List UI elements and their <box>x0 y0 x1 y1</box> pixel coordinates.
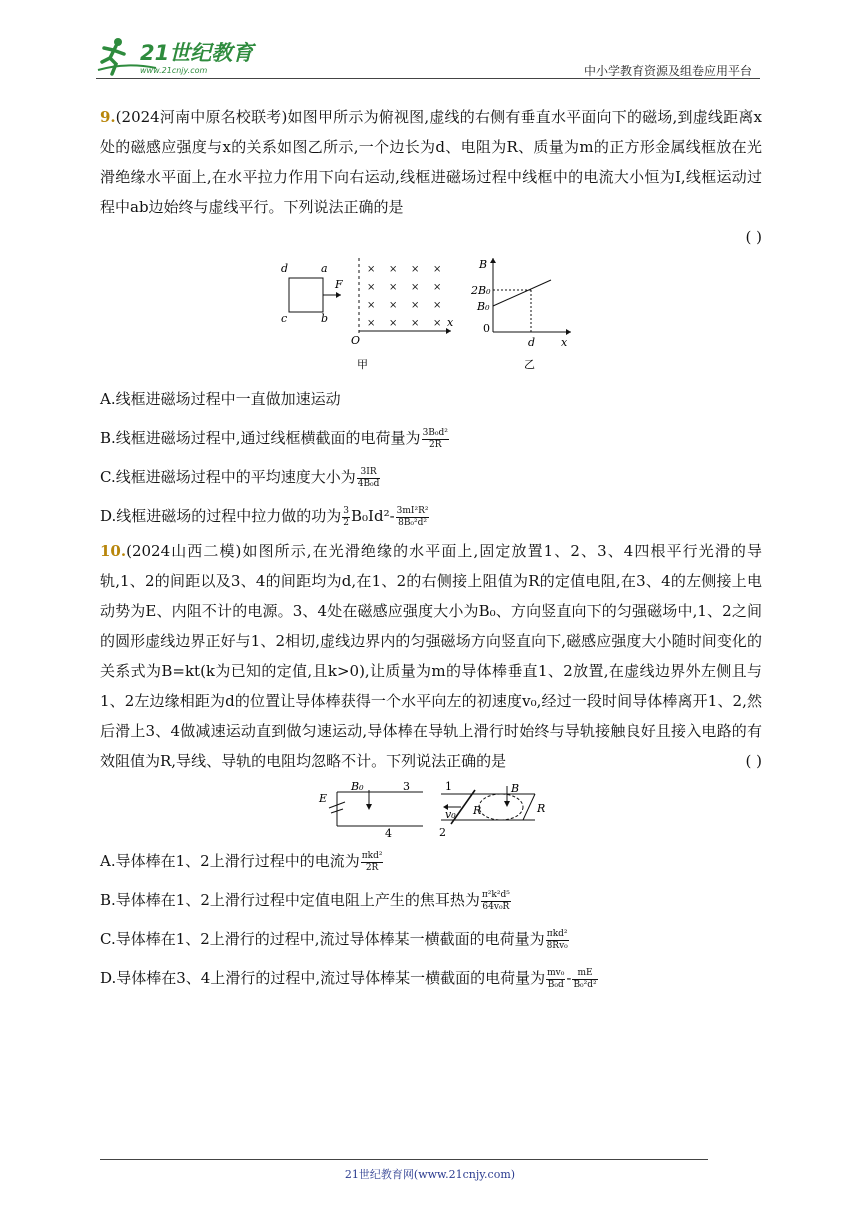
label-zero: 0 <box>483 322 490 335</box>
fraction: $\frac{\text{mv₀}}{\text{B₀d}}$ <box>547 967 565 990</box>
circular-field-boundary <box>479 794 523 820</box>
label-B0: B₀ <box>477 300 490 313</box>
label-x-jia: x <box>447 316 454 329</box>
q9-option-c: C.线框进磁场过程中的平均速度大小为 $\frac{3IR}{\text{4B₀d}}$ <box>100 466 380 489</box>
label-1: 1 <box>445 780 452 793</box>
svg-text:×: × <box>411 264 420 275</box>
svg-text:×: × <box>411 318 420 329</box>
q10-option-d: D.导体棒在3、4上滑行的过程中,流过导体棒某一横截面的电荷量为 $\frac{\text{mv₀}}{\text{B₀d}}$ - $\frac{mE}{\text{B₀²d²}}$ <box>100 967 597 990</box>
q9-figure <box>281 256 581 376</box>
label-B0: B₀ <box>351 780 364 793</box>
q10-number: 10. <box>100 542 127 560</box>
svg-text:×: × <box>433 264 442 275</box>
label-x-yi: x <box>561 336 568 349</box>
q9-stem <box>100 102 762 222</box>
fraction: $\frac{mE}{\text{B₀²d²}}$ <box>573 967 597 990</box>
square-frame <box>289 278 323 312</box>
label-4: 4 <box>385 827 392 838</box>
label-d-axis: d <box>528 336 536 349</box>
footer-divider <box>100 1159 708 1160</box>
q10-stem <box>100 536 762 776</box>
q9-number: 9. <box>100 108 116 126</box>
header-divider <box>96 78 760 79</box>
logo-url: www.21cnjy.com <box>140 66 208 75</box>
svg-text:×: × <box>367 318 376 329</box>
fraction: $\frac{\text{3mI²R²}}{\text{8B₀²d²}}$ <box>396 505 429 528</box>
q9-answer-blank: ( ) <box>745 228 762 246</box>
main-content <box>100 102 762 998</box>
svg-text:×: × <box>389 264 398 275</box>
fraction: $\frac{\text{πkd²}}{2R}$ <box>361 850 383 873</box>
q9-option-d: D.线框进磁场的过程中拉力做的功为 $\frac{3}{2}$ B₀Id²- $\frac{\text{3mI²R²}}{\text{8B₀²d²}}$ <box>100 505 429 528</box>
q9-option-b: B.线框进磁场过程中,通过线框横截面的电荷量为 $\frac{\text{3B₀d²}}{2R}$ <box>100 427 448 450</box>
svg-text:×: × <box>389 282 398 293</box>
svg-text:×: × <box>367 264 376 275</box>
svg-text:×: × <box>389 300 398 311</box>
svg-text:×: × <box>411 282 420 293</box>
svg-text:×: × <box>433 282 442 293</box>
svg-text:×: × <box>367 300 376 311</box>
label-B-axis: B <box>479 258 488 271</box>
q10-option-b: B.导体棒在1、2上滑行过程中定值电阻上产生的焦耳热为 $\frac{\text{π²k²d⁵}}{\text{64v₀R}}$ <box>100 889 510 912</box>
fraction: $\frac{3}{2}$ <box>343 505 349 528</box>
page-header <box>96 28 760 80</box>
q10-option-a: A.导体棒在1、2上滑行过程中的电流为 $\frac{\text{πkd²}}{2R}$ <box>100 850 383 873</box>
fraction: $\frac{\text{π²k²d⁵}}{\text{64v₀R}}$ <box>481 889 510 912</box>
label-a: a <box>321 262 328 275</box>
q10-figure <box>311 780 551 838</box>
label-2B0: 2B₀ <box>471 284 491 297</box>
label-c: c <box>281 312 288 325</box>
site-logo <box>96 34 266 78</box>
caption-jia: 甲 <box>357 358 368 371</box>
q10-option-c: C.导体棒在1、2上滑行的过程中,流过导体棒某一横截面的电荷量为 $\frac{\text{πkd²}}{\text{8Rv₀}}$ <box>100 928 568 951</box>
platform-name: 中小学教育资源及组卷应用平台 <box>583 64 752 78</box>
q9-option-a: A.线框进磁场过程中一直做加速运动 <box>100 390 341 408</box>
label-v0: v₀ <box>445 808 456 821</box>
fraction: $\frac{\text{πkd²}}{\text{8Rv₀}}$ <box>546 928 568 951</box>
label-R-rod: R <box>473 804 482 817</box>
label-b: b <box>321 312 329 325</box>
fraction: $\frac{3IR}{\text{4B₀d}}$ <box>357 466 380 489</box>
label-E: E <box>319 792 328 805</box>
svg-text:×: × <box>433 300 442 311</box>
label-d: d <box>281 262 289 275</box>
svg-text:×: × <box>389 318 398 329</box>
svg-text:×: × <box>433 318 442 329</box>
label-F: F <box>335 278 343 291</box>
q9-text: (2024河南中原名校联考)如图甲所示为俯视图,虚线的右侧有垂直水平面向下的磁场,到虚线距离x处的磁感应强度与x的关系如图乙所示,一个边长为d、电阻为R、质量为m的正方形金属线框放在光滑绝缘水平面上,在水平拉力作用下向右运动,线框进磁场过程中线框中的电流大小恒为I,线框运动过程中ab边始终与虚线平行。下列说法正确的是 <box>100 108 762 216</box>
page-footer: 21世纪教育网(www.21cnjy.com) <box>344 1168 516 1181</box>
magnetic-field-crosses <box>367 264 441 329</box>
q10-text: (2024山西二模)如图所示,在光滑绝缘的水平面上,固定放置1、2、3、4四根平行光滑的导轨,1、2的间距以及3、4的间距均为d,在1、2的右侧接上阻值为R的定值电阻,在3、4的左侧接上电动势为E、内阻不计的电源。3、4处在磁感应强度大小为B₀、方向竖直向下的匀强磁场中,1、2之间的圆形虚线边界正好与1、2相切,虚线边界内的匀强磁场方向竖直向下,磁感应强度大小随时间变化的关系式为B=kt(k为已知的定值,且k>0),让质量为m的导体棒垂直1、2放置,在虚线边界外左侧且与1、2左边缘相距为d的位置让导体棒获得一个水平向左的初速度v₀,经过一段时间导体棒离开1、2,然后滑上3、4做减速运动直到做匀速运动,导体棒在导轨上滑行时始终与导轨接触良好且接入电路的有效阻值为R,导线、导轨的电阻均忽略不计。下列说法正确的是 <box>100 542 762 770</box>
logo-text: 21世纪教育 <box>140 41 254 65</box>
label-3: 3 <box>403 780 410 793</box>
label-O: O <box>351 334 361 347</box>
caption-yi: 乙 <box>524 358 535 371</box>
svg-text:×: × <box>367 282 376 293</box>
svg-text:×: × <box>411 300 420 311</box>
resistor-link <box>523 794 535 820</box>
B-x-line <box>493 280 551 306</box>
label-R-resistor: R <box>537 802 546 815</box>
label-B: B <box>511 782 520 795</box>
q10-answer-blank: ( ) <box>745 752 762 770</box>
label-2: 2 <box>439 826 446 838</box>
fraction: $\frac{\text{3B₀d²}}{2R}$ <box>422 427 448 450</box>
